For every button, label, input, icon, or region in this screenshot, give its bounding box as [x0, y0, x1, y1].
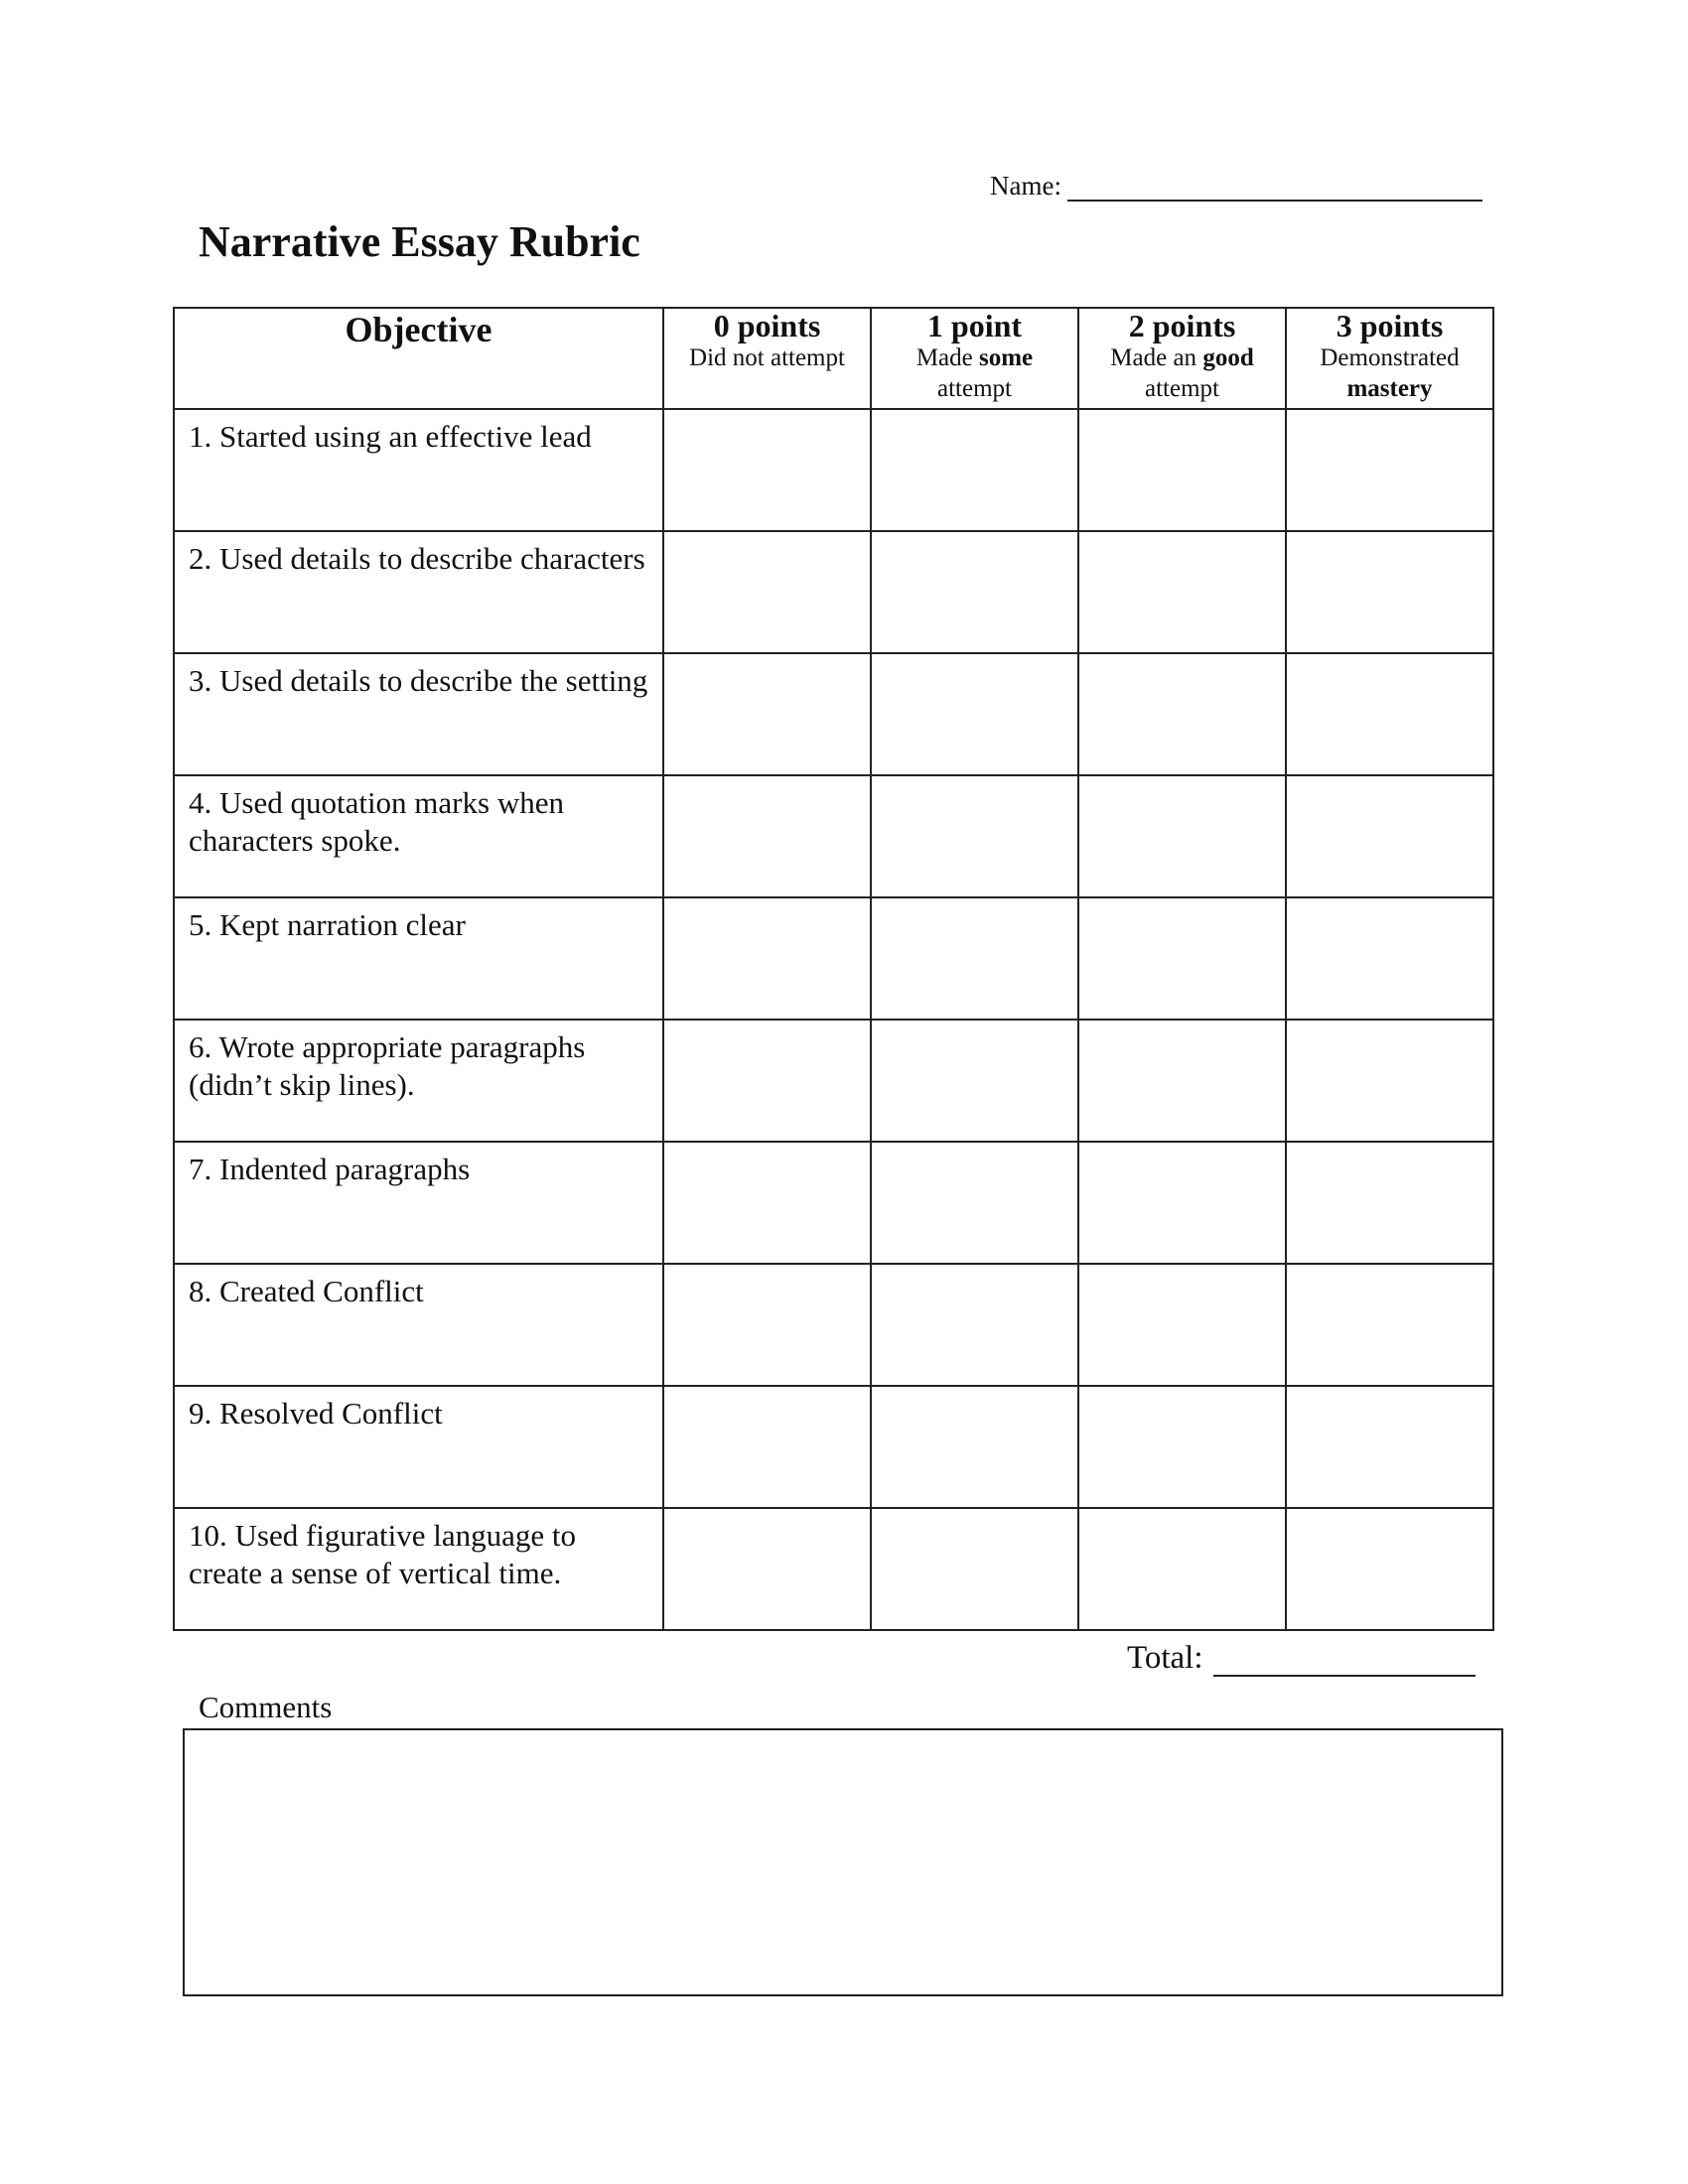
rubric-row: [174, 1020, 1493, 1142]
score-cell[interactable]: [1286, 775, 1493, 897]
score-cell[interactable]: [1286, 1020, 1493, 1142]
score-cell[interactable]: [871, 1508, 1078, 1630]
score-cell[interactable]: [1078, 1386, 1286, 1508]
score-cell[interactable]: [1078, 409, 1286, 531]
rubric-row: [174, 1386, 1493, 1508]
score-cell[interactable]: [1286, 409, 1493, 531]
rubric-row: [174, 897, 1493, 1020]
column-header-0-points: [663, 308, 871, 409]
column-title: 2 points: [1128, 308, 1236, 343]
objective-cell: 9. Resolved Conflict: [174, 1386, 663, 1508]
name-field[interactable]: [990, 171, 1482, 202]
page-title: Narrative Essay Rubric: [199, 217, 640, 266]
score-cell[interactable]: [663, 1508, 871, 1630]
total-field[interactable]: [1127, 1640, 1476, 1677]
score-cell[interactable]: [663, 1142, 871, 1264]
name-blank-line[interactable]: [1067, 172, 1482, 202]
score-cell[interactable]: [1078, 1020, 1286, 1142]
column-description: Made an good attempt: [1110, 344, 1254, 402]
objective-cell: 6. Wrote appropriate paragraphs (didn’t skip lines).: [174, 1020, 663, 1142]
column-header-2-points: [1078, 308, 1286, 409]
rubric-row: [174, 409, 1493, 531]
score-cell[interactable]: [871, 409, 1078, 531]
comments-label: Comments: [199, 1690, 333, 1724]
objective-cell: 1. Started using an effective lead: [174, 409, 663, 531]
score-cell[interactable]: [871, 775, 1078, 897]
objective-cell: 8. Created Conflict: [174, 1264, 663, 1386]
score-cell[interactable]: [871, 1020, 1078, 1142]
objective-cell: 4. Used quotation marks when characters spoke.: [174, 775, 663, 897]
score-cell[interactable]: [663, 653, 871, 775]
column-description: Made some attempt: [915, 344, 1034, 402]
score-cell[interactable]: [1078, 531, 1286, 653]
score-cell[interactable]: [871, 653, 1078, 775]
column-title: 3 points: [1336, 308, 1444, 343]
score-cell[interactable]: [871, 1142, 1078, 1264]
score-cell[interactable]: [1078, 653, 1286, 775]
score-cell[interactable]: [1078, 897, 1286, 1020]
column-header-3-points: [1286, 308, 1493, 409]
column-description: Demonstrated mastery: [1320, 344, 1460, 402]
score-cell[interactable]: [1286, 531, 1493, 653]
rubric-row: [174, 1142, 1493, 1264]
column-title: 0 points: [713, 308, 821, 343]
score-cell[interactable]: [663, 1386, 871, 1508]
objective-cell: 10. Used figurative language to create a sense of vertical time.: [174, 1508, 663, 1630]
name-label: Name:: [990, 171, 1061, 201]
rubric-row: [174, 775, 1493, 897]
score-cell[interactable]: [1286, 1508, 1493, 1630]
score-cell[interactable]: [663, 1020, 871, 1142]
score-cell[interactable]: [1078, 1264, 1286, 1386]
comments-box[interactable]: [183, 1728, 1503, 1996]
column-header-1-point: [871, 308, 1078, 409]
objective-header: Objective: [174, 308, 663, 409]
score-cell[interactable]: [1286, 1142, 1493, 1264]
score-cell[interactable]: [1078, 775, 1286, 897]
rubric-row: [174, 531, 1493, 653]
score-cell[interactable]: [1286, 653, 1493, 775]
objective-cell: 3. Used details to describe the setting: [174, 653, 663, 775]
rubric-table: [173, 307, 1494, 1631]
rubric-row: [174, 1508, 1493, 1630]
score-cell[interactable]: [871, 897, 1078, 1020]
column-title: 1 point: [926, 308, 1023, 343]
rubric-row: [174, 653, 1493, 775]
objective-cell: 5. Kept narration clear: [174, 897, 663, 1020]
score-cell[interactable]: [1286, 1386, 1493, 1508]
total-label: Total:: [1127, 1640, 1203, 1676]
score-cell[interactable]: [663, 1264, 871, 1386]
score-cell[interactable]: [663, 775, 871, 897]
score-cell[interactable]: [663, 897, 871, 1020]
score-cell[interactable]: [1286, 897, 1493, 1020]
objective-cell: 7. Indented paragraphs: [174, 1142, 663, 1264]
score-cell[interactable]: [1078, 1142, 1286, 1264]
score-cell[interactable]: [871, 1264, 1078, 1386]
objective-cell: 2. Used details to describe characters: [174, 531, 663, 653]
score-cell[interactable]: [871, 1386, 1078, 1508]
score-cell[interactable]: [663, 409, 871, 531]
score-cell[interactable]: [1286, 1264, 1493, 1386]
score-cell[interactable]: [1078, 1508, 1286, 1630]
rubric-row: [174, 1264, 1493, 1386]
rubric-header-row: [174, 308, 1493, 409]
total-blank-line[interactable]: [1213, 1643, 1476, 1677]
score-cell[interactable]: [871, 531, 1078, 653]
score-cell[interactable]: [663, 531, 871, 653]
column-description: Did not attempt: [689, 344, 845, 371]
